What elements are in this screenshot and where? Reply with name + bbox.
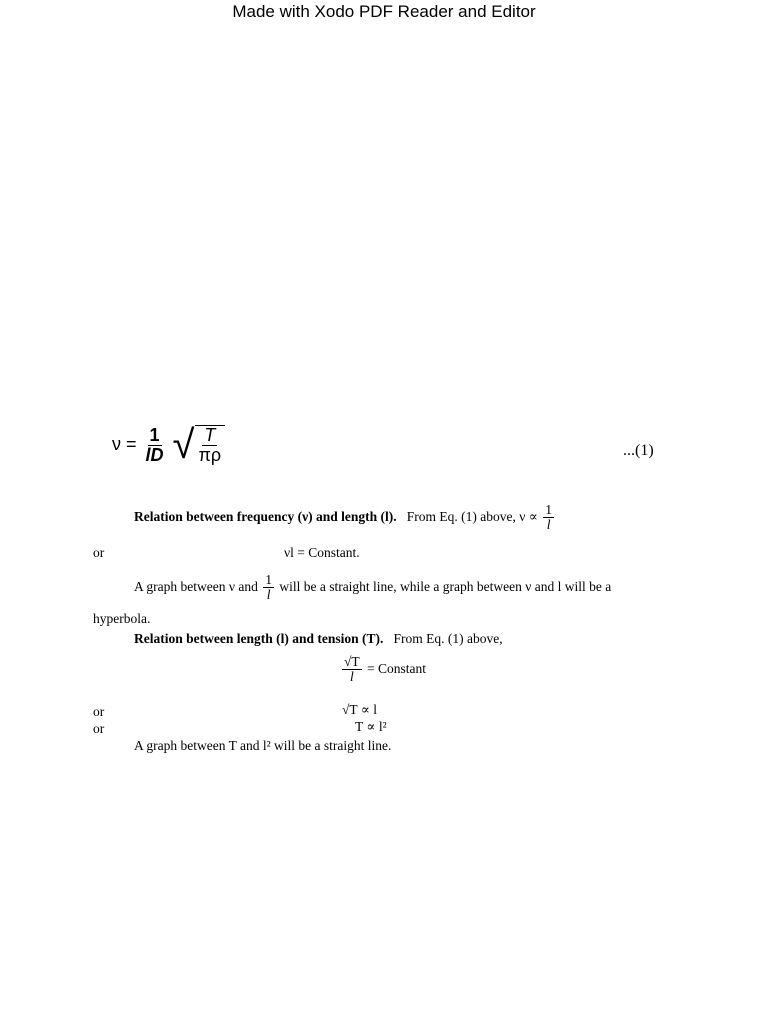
eq1-lhs: ν = [112, 433, 137, 454]
eq1-sqrt-fraction [195, 425, 226, 465]
sqrt-proportional-expression: √T ∝ l [342, 702, 378, 717]
equation-1-label: ...(1) [623, 442, 654, 459]
eq1-sqrt-den: πρ [198, 444, 222, 465]
relation2-text: From Eq. (1) above, [393, 631, 503, 646]
eq2-rhs: = Constant [367, 660, 427, 676]
relation1-frac-den: l [546, 517, 551, 533]
relation-length-tension [134, 631, 503, 647]
graph1-post: will be a straight line, while a graph between ν and l will be a [279, 578, 612, 594]
relation1-frac-num: 1 [545, 502, 552, 517]
or-label-1: or [93, 545, 105, 560]
or-label-3: or [93, 721, 105, 736]
eq1-sqrt-num: T [204, 425, 216, 445]
graph1-pre: A graph between ν and [134, 578, 258, 594]
graph-statement-2: A graph between T and l² will be a straight line. [134, 738, 392, 753]
relation1-fraction [543, 503, 554, 532]
eq1-frac-den: lD [145, 444, 164, 465]
graph1-fraction [263, 573, 274, 602]
eq1-fraction [144, 426, 166, 465]
eq1-frac-num: 1 [149, 424, 160, 445]
graph-statement-1-cont: hyperbola. [93, 611, 151, 626]
equation-2 [340, 655, 426, 684]
graph1-frac-num: 1 [265, 572, 272, 587]
graph-statement-1 [134, 573, 611, 602]
relation-frequency-length [134, 503, 556, 532]
relation1-heading: Relation between frequency (ν) and length (l). [134, 508, 397, 524]
or-label-2: or [93, 704, 105, 719]
graph1-frac-den: l [266, 587, 271, 603]
app-banner: Made with Xodo PDF Reader and Editor [232, 2, 536, 21]
tension-proportional-expression: T ∝ l² [355, 719, 387, 734]
relation1-text: From Eq. (1) above, ν ∝ [406, 508, 538, 524]
eq2-num: √T [344, 654, 360, 669]
relation2-heading: Relation between length (l) and tension (T). [134, 631, 384, 646]
radical-sign-icon: √ [172, 423, 195, 467]
constant-expression: νl = Constant. [284, 545, 360, 560]
eq2-den: l [349, 669, 354, 685]
eq1-sqrt [173, 425, 226, 465]
eq2-fraction [342, 655, 362, 684]
equation-1 [112, 425, 225, 465]
